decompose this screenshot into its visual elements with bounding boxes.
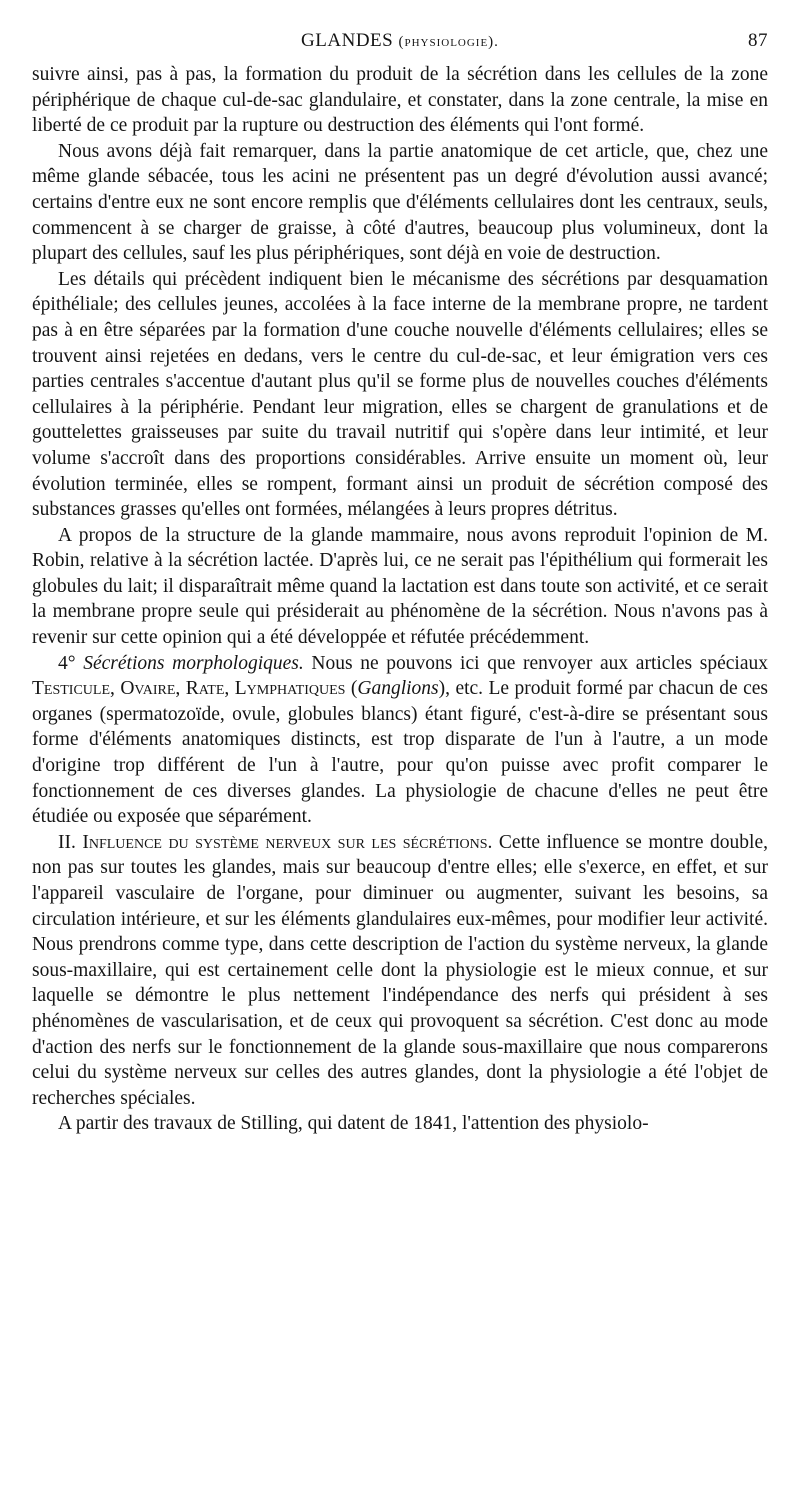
paragraph-secretions-morphologiques: [32, 651, 768, 830]
running-head: [32, 28, 768, 62]
paragraph-desquamation: Les détails qui précèdent indiquent bien le mécanisme des sécrétions par desquamation épithéliale; des cellules jeunes, accolées à la face interne de la membrane propre, ne tardent pas à en être séparées par la formation d'une couche nouvelle d'éléments cellulaires; elles se trouvent ainsi rejetées en dedans, vers le centre du cul-de-sac, et leur émigration vers ces parties centrales s'accentue d'autant plus qu'il se forme plus de nouvelles couches d'éléments cellulaires à la périphérie. Pendant leur migration, elles se chargent de granulations et de gouttelettes graisseuses par suite du travail nutritif qui s'opère dans leur intimité, et leur volume s'accroît dans des proportions considérables. Arrive ensuite un moment où, leur évolution terminée, elles se rompent, formant ainsi un produit de sécrétion composé des substances grasses qu'elles ont formées, mélangées à leurs propres détritus.: [32, 268, 768, 521]
running-title-subtitle: (physiologie).: [398, 34, 499, 50]
book-page: [32, 28, 768, 1137]
section-number: 4°: [58, 652, 84, 674]
text-run: Nous ne pouvons ici que renvoyer aux articles spéciaux: [303, 652, 768, 674]
body-text: [32, 62, 768, 1137]
text-run: ,: [224, 678, 235, 700]
section-heading-italic: Sécrétions morphologiques.: [83, 652, 304, 674]
section-heading: Influence du système nerveux sur les sécrétions.: [82, 831, 493, 853]
paragraph-continuation: suivre ainsi, pas à pas, la formation du produit de la sécrétion dans les cellules de la zone périphérique de chaque cul-de-sac glandulaire, et constater, dans la zone centrale, la mise en liberté de ce produit par la rupture ou destruction des éléments qui l'ont formé.: [32, 64, 768, 137]
paragraph-stilling: A partir des travaux de Stilling, qui datent de 1841, l'attention des physiolo-: [58, 1113, 649, 1135]
text-run: (: [345, 678, 358, 700]
paragraph-influence-systeme-nerveux: [32, 830, 768, 1112]
running-title: [32, 30, 768, 52]
text-run: ,: [110, 678, 121, 700]
text-run: ,: [175, 678, 186, 700]
page-number: 87: [748, 30, 768, 51]
cross-reference-italic: Ganglions: [357, 678, 439, 700]
text-run: ), etc. Le produit formé par chacun de ces organes (spermatozoïde, ovule, globules blancs) étant figuré, c'est-à-dire se présentant sous forme d'éléments anatomiques distincts, est trop disparate de l'un à l'autre, a un mode d'origine trop différent de l'un à l'autre, pour qu'on puisse avec profit comparer le fonctionnement de ces diverses glandes. La physiologie de chacune d'elles ne peut être étudiée ou exposée que séparément.: [32, 678, 769, 828]
section-number: II.: [58, 831, 83, 853]
cross-reference: Ovaire: [120, 678, 176, 700]
cross-reference: Rate: [185, 678, 225, 700]
running-title-main: GLANDES: [301, 30, 394, 51]
cross-reference: Lymphatiques: [234, 678, 346, 700]
text-run: Cette influence se montre double, non pas sur toutes les glandes, mais sur beaucoup d'entre elles; elle s'exerce, en effet, et sur l'appareil vasculaire de l'organe, pour diminuer ou augmenter, suivant les besoins, sa circulation intérieure, et sur les éléments glandulaires eux-mêmes, pour modifier leur activité. Nous prendrons comme type, dans cette description de l'action du système nerveux, la glande sous-maxillaire, qui est certainement celle dont la physiologie est le mieux connue, et sur laquelle se démontre le plus nettement l'indépendance des nerfs qui président à ses phénomènes de vascularisation, et de ceux qui provoquent sa sécrétion. C'est donc au mode d'action des nerfs sur le fonctionnement de la glande sous-maxillaire que nous comparerons celui du système nerveux sur celles des autres glandes, dont la physiologie a été l'objet de recherches spéciales.: [32, 831, 768, 1109]
cross-reference: Testicule: [32, 678, 111, 700]
paragraph-glandes-sebacees: Nous avons déjà fait remarquer, dans la partie anatomique de cet article, que, chez une même glande sébacée, tous les acini ne présentent pas un degré d'évolution aussi avancé; certains d'entre eux ne sont encore remplis que d'éléments cellulaires dont les centraux, seuls, commencent à se charger de graisse, à côté d'autres, beaucoup plus volumineux, dont la plupart des cellules, sauf les plus périphériques, sont déjà en voie de destruction.: [32, 140, 768, 265]
paragraph-glande-mammaire: A propos de la structure de la glande mammaire, nous avons reproduit l'opinion de M. Robin, relative à la sécrétion lactée. D'après lui, ce ne serait pas l'épithélium qui formerait les globules du lait; il disparaîtrait même quand la lactation est dans toute son activité, et ce serait la membrane propre seule qui présiderait au phénomène de la sécrétion. Nous n'avons pas à revenir sur cette opinion qui a été développée et réfutée précédemment.: [32, 524, 768, 649]
